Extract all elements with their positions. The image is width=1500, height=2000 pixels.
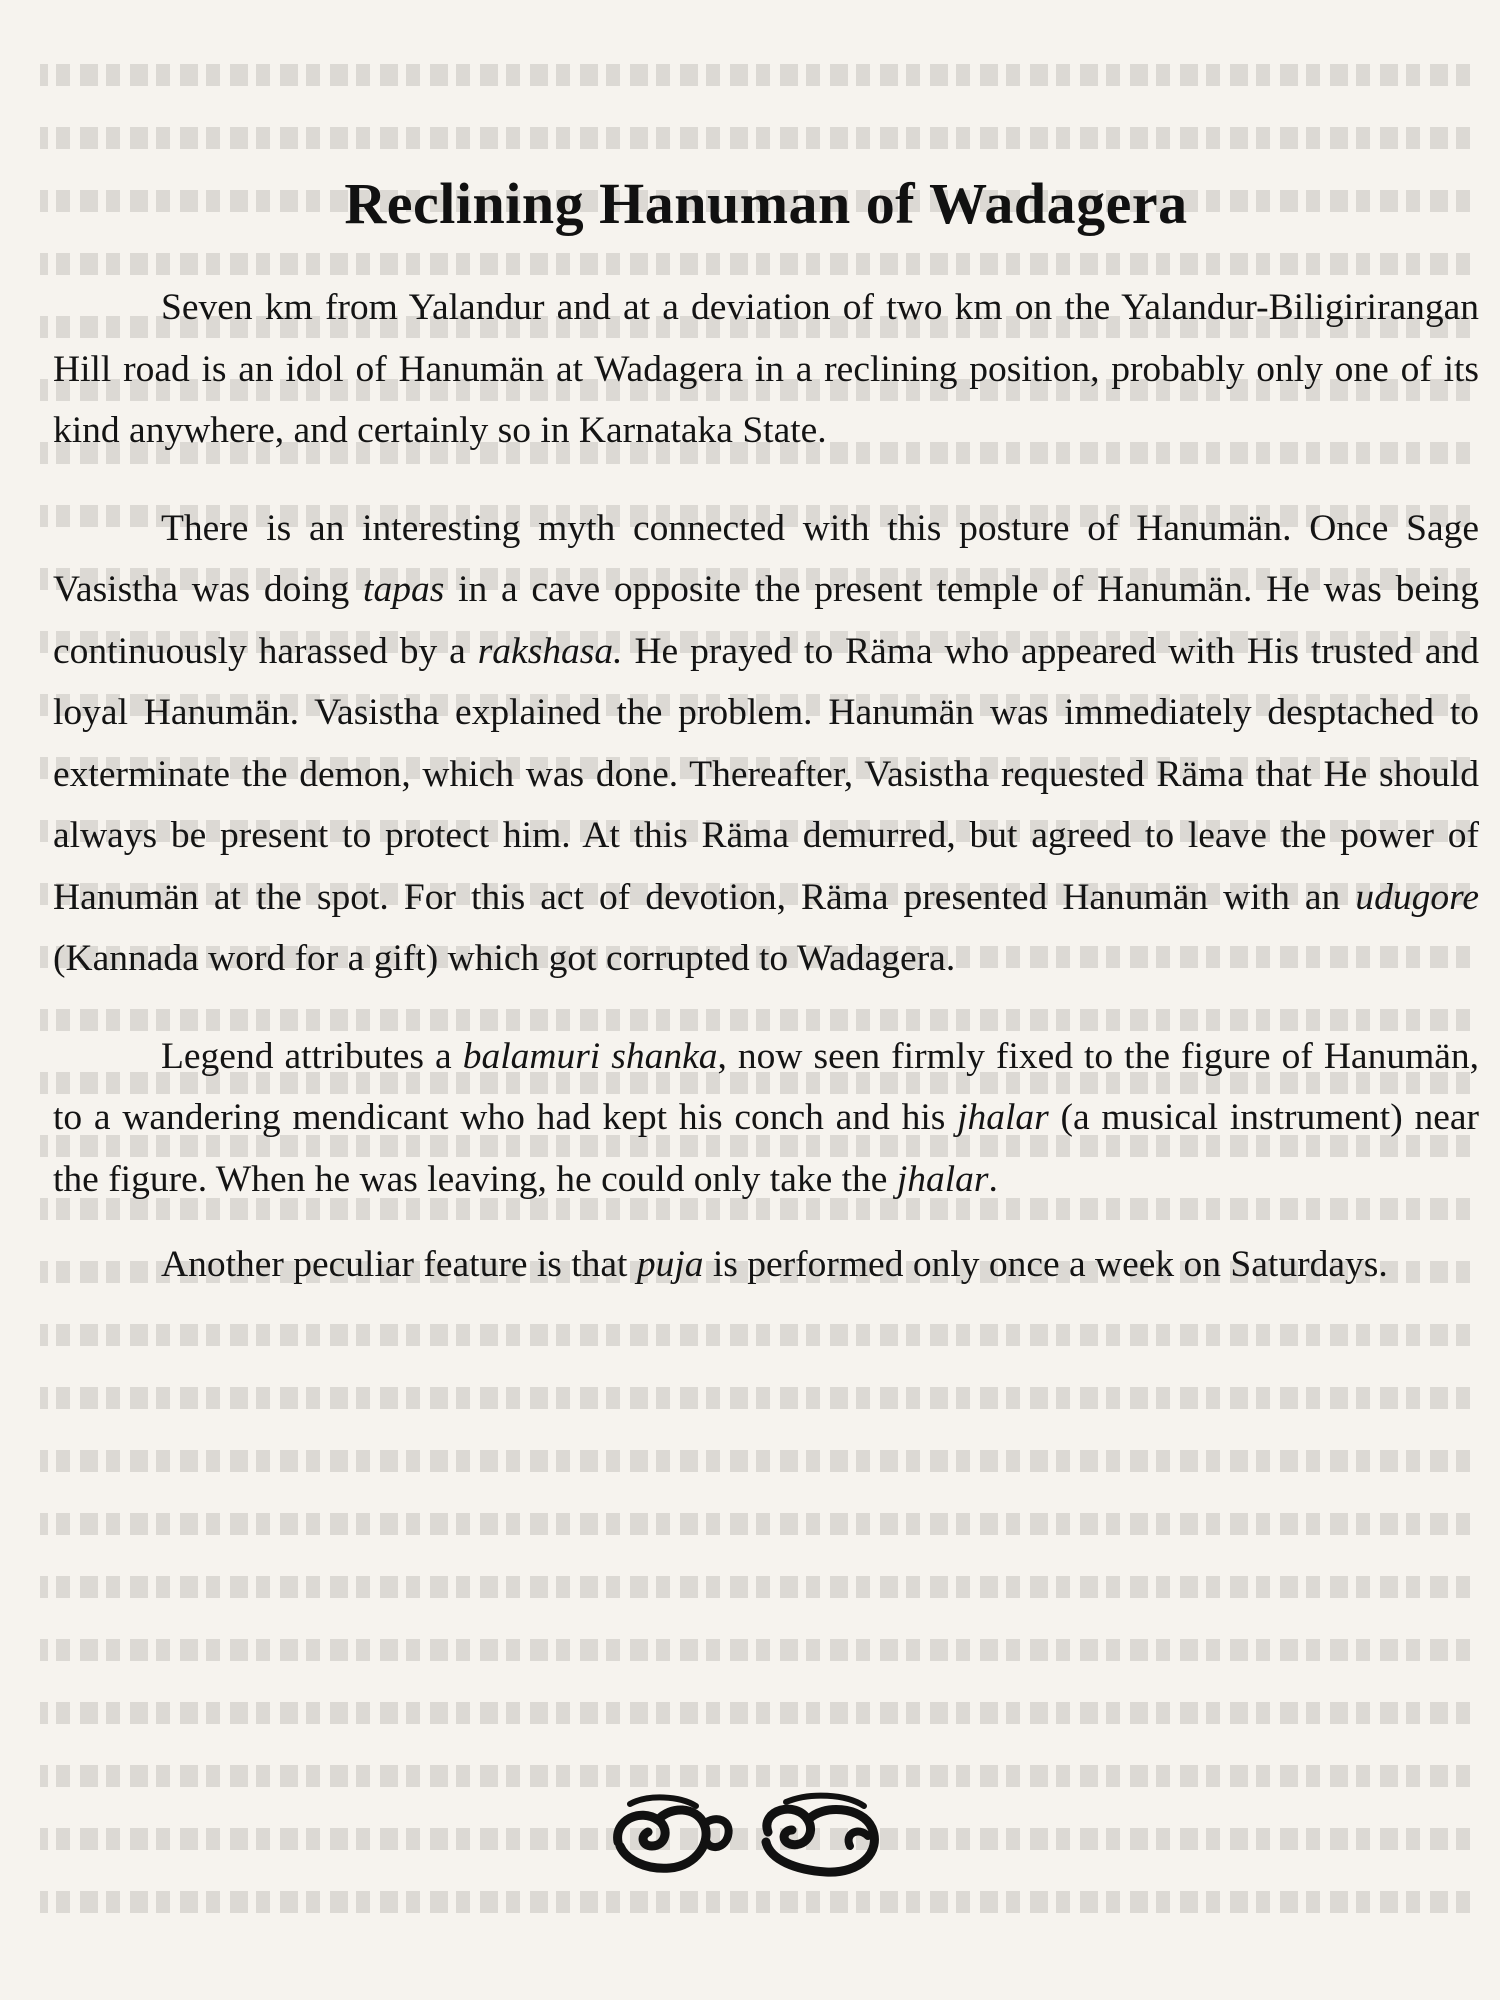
italic-term: rakshasa.	[477, 630, 623, 672]
paragraph-text: Legend attributes a	[161, 1035, 463, 1077]
paragraph-text: is performed only once a week on Saturdays.	[703, 1244, 1388, 1285]
kannada-ornament-icon	[600, 1780, 900, 1900]
paragraph-text: , now seen firmly fixed to the figure of Hanumän, to a wandering mendicant who had kept his conch and his	[53, 1035, 1480, 1138]
bleed-line	[40, 1363, 1470, 1426]
bleed-line	[40, 40, 1470, 103]
paragraph-legend	[53, 1026, 1479, 1211]
paragraph-myth	[53, 498, 1479, 990]
paragraph-intro	[53, 277, 1479, 462]
italic-term: jhalar	[957, 1097, 1049, 1138]
italic-term: balamuri shanka	[462, 1035, 718, 1077]
italic-term: jhalar	[896, 1158, 989, 1200]
paragraph-puja	[53, 1234, 1479, 1296]
paragraph-text: (a musical instrument) near the figure. When he was leaving, he could only take the	[53, 1097, 1479, 1200]
page-title: Reclining Hanuman of Wadagera	[344, 171, 1188, 236]
bleed-line	[40, 1426, 1470, 1489]
italic-term: tapas	[363, 569, 445, 610]
italic-term: udugore	[1355, 876, 1479, 918]
bleed-line	[40, 103, 1470, 166]
paragraph-text: There is an interesting myth connected with this posture of Hanumän. Once Sage Vasistha was doing	[53, 507, 1479, 610]
bleed-line	[40, 1552, 1470, 1615]
italic-term: puja	[636, 1244, 704, 1285]
bleed-line	[40, 1678, 1470, 1741]
paragraph-text: He prayed to Räma who appeared with His trusted and loyal Hanumän. Vasistha explained the problem. Hanumän was immediately desptached to exterminate the demon, which was done. Thereafter, Vasistha requested Räma that He should always be present to protect him. At this Räma demurred, but agreed to leave the power of Hanumän at the spot. For this act of devotion, Räma presented Hanumän with an	[53, 630, 1480, 918]
document-page	[53, 165, 1479, 1296]
bleed-line	[40, 1300, 1470, 1363]
paragraph-text: in a cave opposite the present temple of Hanumän. He was being continuously harassed by a	[53, 569, 1479, 672]
paragraph-text: (Kannada word for a gift) which got corrupted to Wadagera.	[53, 938, 956, 979]
paragraph-text: Another peculiar feature is that	[161, 1244, 637, 1285]
paragraph-text: .	[988, 1158, 998, 1200]
paragraph-text: Seven km from Yalandur and at a deviation of two km on the Yalandur-Biligirirangan Hill road is an idol of Hanumän at Wadagera in a reclining position, probably only one of its kind anywhere, and certainly so in Karnataka State.	[53, 287, 1479, 451]
bleed-line	[40, 1615, 1470, 1678]
bleed-line	[40, 1489, 1470, 1552]
